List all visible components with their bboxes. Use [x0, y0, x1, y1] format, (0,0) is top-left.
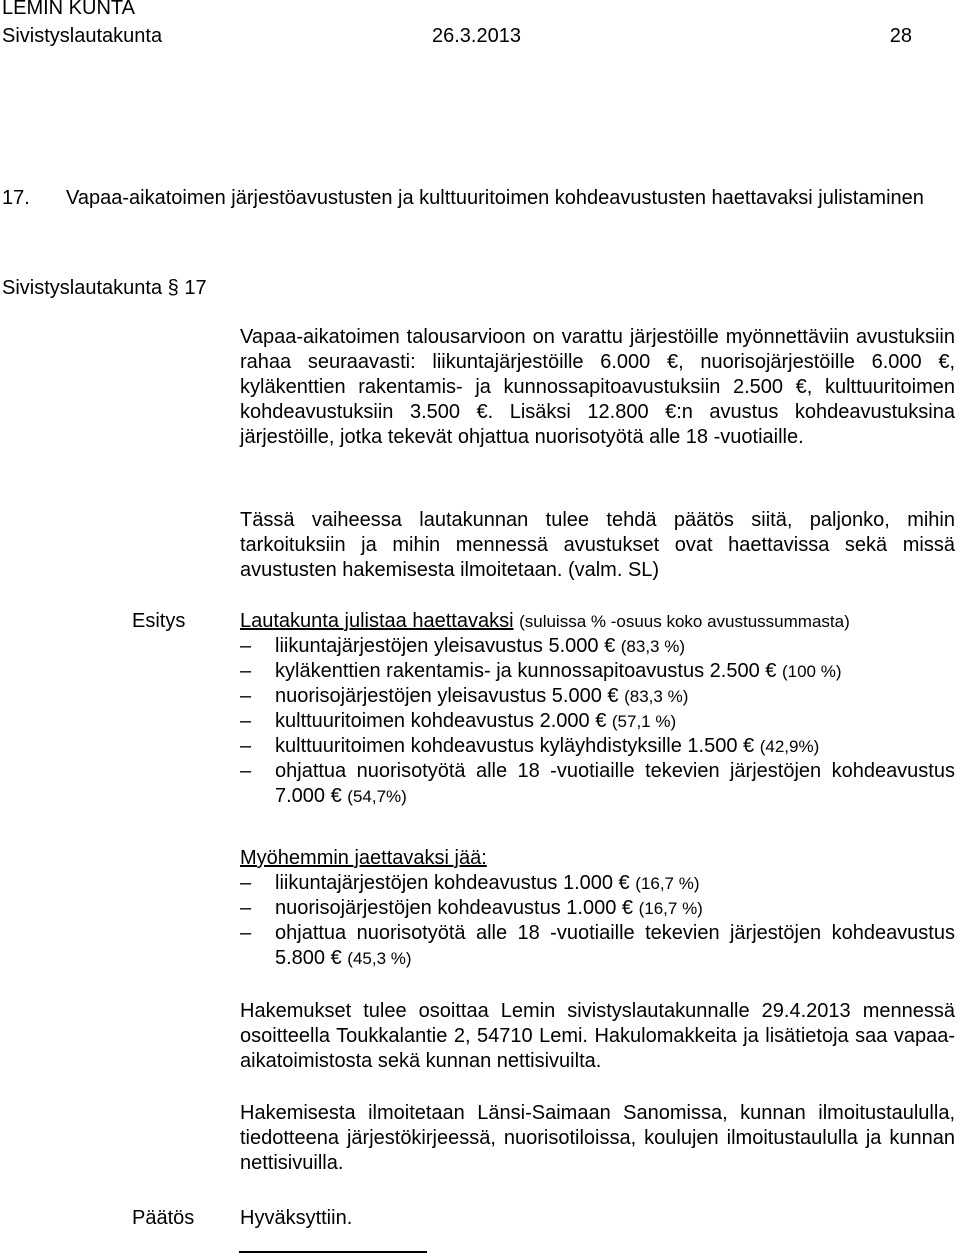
document-header	[2, 0, 912, 50]
list-item	[240, 759, 955, 809]
later-heading: Myöhemmin jaettavaksi jää:	[240, 847, 487, 869]
application-paragraph	[240, 999, 955, 1074]
page-number: 28	[889, 25, 912, 47]
list-item-text: liikuntajärjestöjen yleisavustus 5.000 €	[275, 635, 616, 657]
board-name: Sivistyslautakunta	[2, 25, 163, 47]
list-item-text: liikuntajärjestöjen kohdeavustus 1.000 €	[275, 872, 630, 894]
list-item-share: (83,3 %)	[620, 637, 686, 656]
signature-divider	[239, 1251, 427, 1253]
list-item-share: (83,3 %)	[624, 687, 689, 706]
section-title-text: Vapaa-aikatoimen järjestöavustusten ja kulttuuritoimen kohdeavustusten haettavaksi julistaminen	[66, 187, 924, 209]
list-item	[240, 709, 955, 734]
list-item-text: nuorisojärjestöjen kohdeavustus 1.000 €	[275, 897, 634, 919]
list-item-text: kyläkenttien rakentamis- ja kunnossapitoavustus 2.500 €	[275, 660, 777, 682]
section-title	[2, 184, 932, 212]
dash-bullet: –	[240, 872, 252, 894]
list-item-share: (45,3 %)	[347, 949, 412, 968]
decision-text: Hyväksyttiin.	[240, 1207, 353, 1229]
list-item-share: (54,7%)	[347, 787, 407, 806]
header-meta-row	[2, 22, 912, 50]
meeting-date: 26.3.2013	[432, 25, 521, 47]
proposal-block	[240, 609, 955, 809]
list-item-share: (16,7 %)	[635, 874, 700, 893]
proposal-list	[240, 634, 955, 809]
intro-paragraph	[240, 325, 955, 450]
proposal-heading-line	[240, 609, 955, 634]
list-item	[240, 921, 955, 971]
list-item	[240, 871, 955, 896]
dash-bullet: –	[240, 922, 252, 944]
list-item-text: kulttuuritoimen kohdeavustus kyläyhdistyksille 1.500 €	[275, 735, 755, 757]
list-item	[240, 896, 955, 921]
list-item-text: kulttuuritoimen kohdeavustus 2.000 €	[275, 710, 607, 732]
list-item-text: nuorisojärjestöjen yleisavustus 5.000 €	[275, 685, 619, 707]
section-number: 17.	[2, 187, 30, 209]
list-item-text: ohjattua nuorisotyötä alle 18 -vuotiaille tekevien järjestöjen kohdeavustus 7.000 €	[275, 760, 955, 807]
intro-paragraph-text: Vapaa-aikatoimen talousarvioon on varattu järjestöille myönnettäviin avustuksiin rahaa seuraavasti: liikuntajärjestöille 6.000 €, nuorisojärjestöille 6.000 €, kyläkenttien rakentamis- ja kunnossapitoavustuksiin 2.500 €, kulttuuritoimen kohdeavustuksiin 3.500 €. Lisäksi 12.800 €:n avustus kohdeavustuksina järjestöille, jotka tekevät ohjattua nuorisotyötä alle 18 -vuotiaille.	[240, 326, 955, 448]
list-item-share: (57,1 %)	[611, 712, 677, 731]
list-item-text: ohjattua nuorisotyötä alle 18 -vuotiaille tekevien järjestöjen kohdeavustus 5.800 €	[275, 922, 955, 969]
proposal-label: Esitys	[132, 610, 186, 632]
dash-bullet: –	[240, 635, 252, 657]
dash-bullet: –	[240, 760, 252, 782]
dash-bullet: –	[240, 735, 252, 757]
announcement-paragraph	[240, 1101, 955, 1176]
list-item	[240, 684, 955, 709]
section-reference: Sivistyslautakunta § 17	[2, 277, 207, 299]
dash-bullet: –	[240, 685, 252, 707]
later-block	[240, 846, 955, 971]
dash-bullet: –	[240, 710, 252, 732]
note-paragraph	[240, 508, 955, 583]
list-item-share: (42,9%)	[759, 737, 820, 756]
municipality-name: LEMIN KUNTA	[2, 0, 135, 19]
list-item-share: (16,7 %)	[638, 899, 703, 918]
list-item	[240, 734, 955, 759]
decision-label: Päätös	[132, 1207, 195, 1229]
list-item	[240, 659, 955, 684]
list-item-share: (100 %)	[781, 662, 842, 681]
note-paragraph-text: Tässä vaiheessa lautakunnan tulee tehdä päätös siitä, paljonko, mihin tarkoituksiin ja mihin mennessä avustukset ovat haettavissa sekä missä avustusten hakemisesta ilmoitetaan. (valm. SL)	[240, 509, 955, 581]
proposal-heading-note: (suluissa % -osuus koko avustussummasta)	[519, 612, 850, 631]
proposal-heading: Lautakunta julistaa haettavaksi	[240, 610, 514, 632]
dash-bullet: –	[240, 660, 252, 682]
list-item	[240, 634, 955, 659]
announcement-paragraph-text: Hakemisesta ilmoitetaan Länsi-Saimaan Sanomissa, kunnan ilmoitustaululla, tiedotteena järjestökirjeessä, nuorisotiloissa, koulujen ilmoitustaululla ja kunnan nettisivuilla.	[240, 1102, 955, 1174]
dash-bullet: –	[240, 897, 252, 919]
later-list	[240, 871, 955, 971]
application-paragraph-text: Hakemukset tulee osoittaa Lemin sivistyslautakunnalle 29.4.2013 mennessä osoitteella Toukkalantie 2, 54710 Lemi. Hakulomakkeita ja lisätietoja saa vapaa-aikatoimistosta sekä kunnan nettisivuilta.	[240, 1000, 955, 1072]
